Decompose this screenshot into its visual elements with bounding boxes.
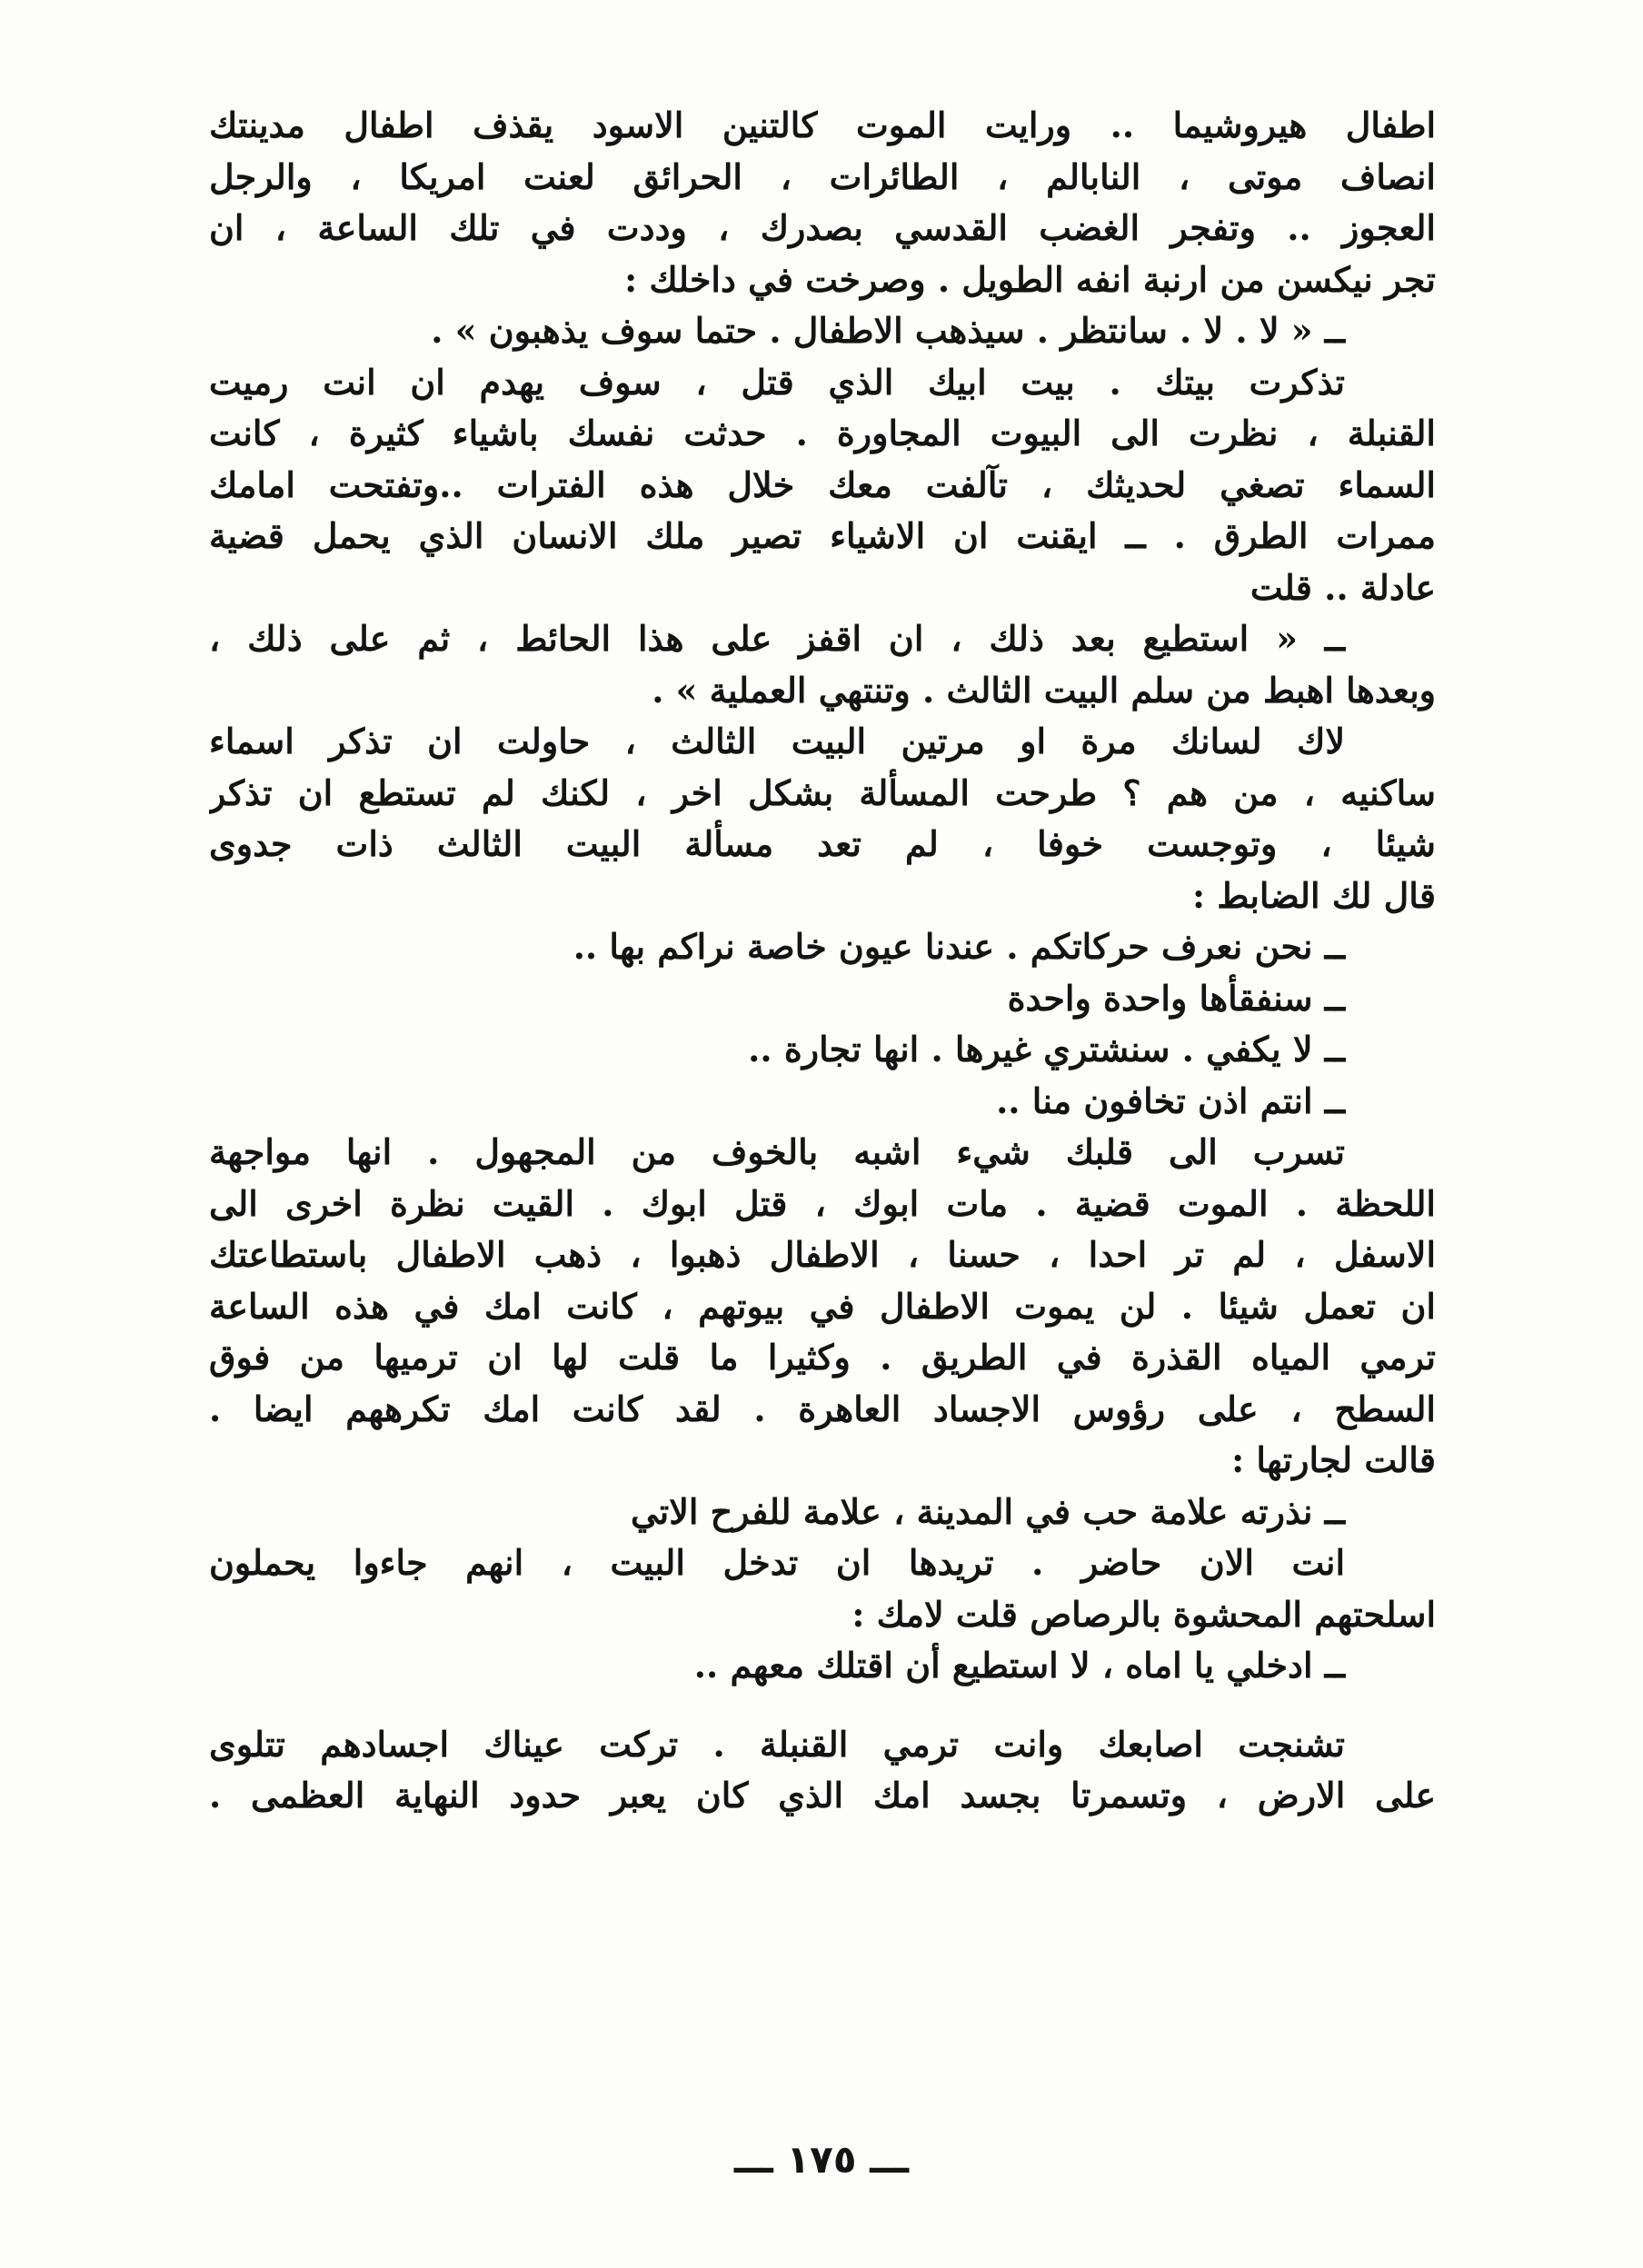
dialogue-line: ــ لا يكفي . سنشتري غيرها . انها تجارة ..: [748, 1029, 1345, 1069]
dialogue-line: ــ ادخلي يا اماه ، لا استطيع أن اقتلك معهم ..: [693, 1645, 1345, 1686]
text-line: اللحظة . الموت قضية . مات ابوك ، قتل ابوك . القيت نظرة اخرى الى: [209, 1182, 1436, 1224]
text-line: ساكنيه ، من هم ؟ طرحت المسألة بشكل اخر ، لكنك لم تستطع ان تذكر: [209, 771, 1436, 813]
text-line: الاسفل ، لم تر احدا ، حسنا ، الاطفال ذهبوا ، ذهب الاطفال باستطاعتك: [209, 1234, 1436, 1275]
text-line: تذكرت بيتك . بيت ابيك الذي قتل ، سوف يهدم ان انت رميت: [209, 361, 1345, 403]
text-line: السطح ، على رؤوس الاجساد العاهرة . لقد كانت امك تكرههم ايضا .: [209, 1388, 1436, 1429]
text-line: انصاف موتى ، النابالم ، الطائرات ، الحرائق لعنت امريكا ، والرجل: [209, 155, 1436, 197]
page-number: ـــ ١٧٥ ـــ: [733, 2137, 910, 2182]
text-line: ترمي المياه القذرة في الطريق . وكثيرا ما قلت لها ان ترميها من فوق: [209, 1337, 1436, 1378]
dialogue-line: ــ نذرته علامة حب في المدينة ، علامة للفرح الاتي: [630, 1490, 1345, 1532]
text-line: انت الان حاضر . تريدها ان تدخل البيت ، انهم جاءوا يحملون: [209, 1542, 1345, 1583]
text-line: السماء تصغي لحديثك ، تآلفت معك خلال هذه الفترات ..وتفتحت امامك: [209, 463, 1436, 505]
text-line: قالت لجارتها :: [1231, 1439, 1436, 1480]
dialogue-line: ــ « استطيع بعد ذلك ، ان اقفز على هذا الحائط ، ثم على ذلك ،: [209, 618, 1345, 659]
text-line: العجوز .. وتفجر الغضب القدسي بصدرك ، وددت في تلك الساعة ، ان: [209, 207, 1436, 248]
text-line: عادلة .. قلت: [1250, 566, 1436, 608]
dialogue-line: ــ انتم اذن تخافون منا ..: [996, 1079, 1345, 1121]
dialogue-line: ــ نحن نعرف حركاتكم . عندنا عيون خاصة نراكم بها ..: [573, 926, 1345, 967]
text-line: اسلحتهم المحشوة بالرصاص قلت لامك :: [851, 1593, 1436, 1635]
text-line: اطفال هيروشيما .. ورايت الموت كالتنين الاسود يقذف اطفال مدينتك: [209, 104, 1436, 145]
paragraph-gap: [209, 1692, 1436, 1719]
text-line: لاك لسانك مرة او مرتين البيت الثالث ، حاولت ان تذكر اسماء: [209, 721, 1345, 761]
text-line: تجر نيكسن من ارنبة انفه الطويل . وصرخت في داخلك :: [624, 258, 1436, 300]
text-line: تشنجت اصابعك وانت ترمي القنبلة . تركت عيناك اجسادهم تتلوى: [209, 1723, 1345, 1765]
text-line: شيئا ، وتوجست خوفا ، لم تعد مسألة البيت الثالث ذات جدوى: [209, 823, 1436, 864]
text-line: وبعدها اهبط من سلم البيت الثالث . وتنتهي العملية » .: [652, 669, 1436, 711]
dialogue-line: ــ سنفقأها واحدة واحدة: [1007, 977, 1345, 1019]
page-body-text: [209, 100, 1436, 1822]
text-line: ممرات الطرق . ــ ايقنت ان الاشياء تصير ملك الانسان الذي يحمل قضية: [209, 515, 1436, 556]
dialogue-line: ــ « لا . لا . سانتظر . سيذهب الاطفال . حتما سوف يذهبون » .: [431, 310, 1345, 351]
text-line: قال لك الضابط :: [1192, 874, 1436, 916]
text-line: على الارض ، وتسمرتا بجسد امك الذي كان يعبر حدود النهاية العظمى .: [209, 1775, 1436, 1815]
text-line: ان تعمل شيئا . لن يموت الاطفال في بيوتهم ، كانت امك في هذه الساعة: [209, 1285, 1436, 1327]
text-line: القنبلة ، نظرت الى البيوت المجاورة . حدثت نفسك باشياء كثيرة ، كانت: [209, 413, 1436, 453]
text-line: تسرب الى قلبك شيء اشبه بالخوف من المجهول . انها مواجهة: [209, 1131, 1345, 1172]
